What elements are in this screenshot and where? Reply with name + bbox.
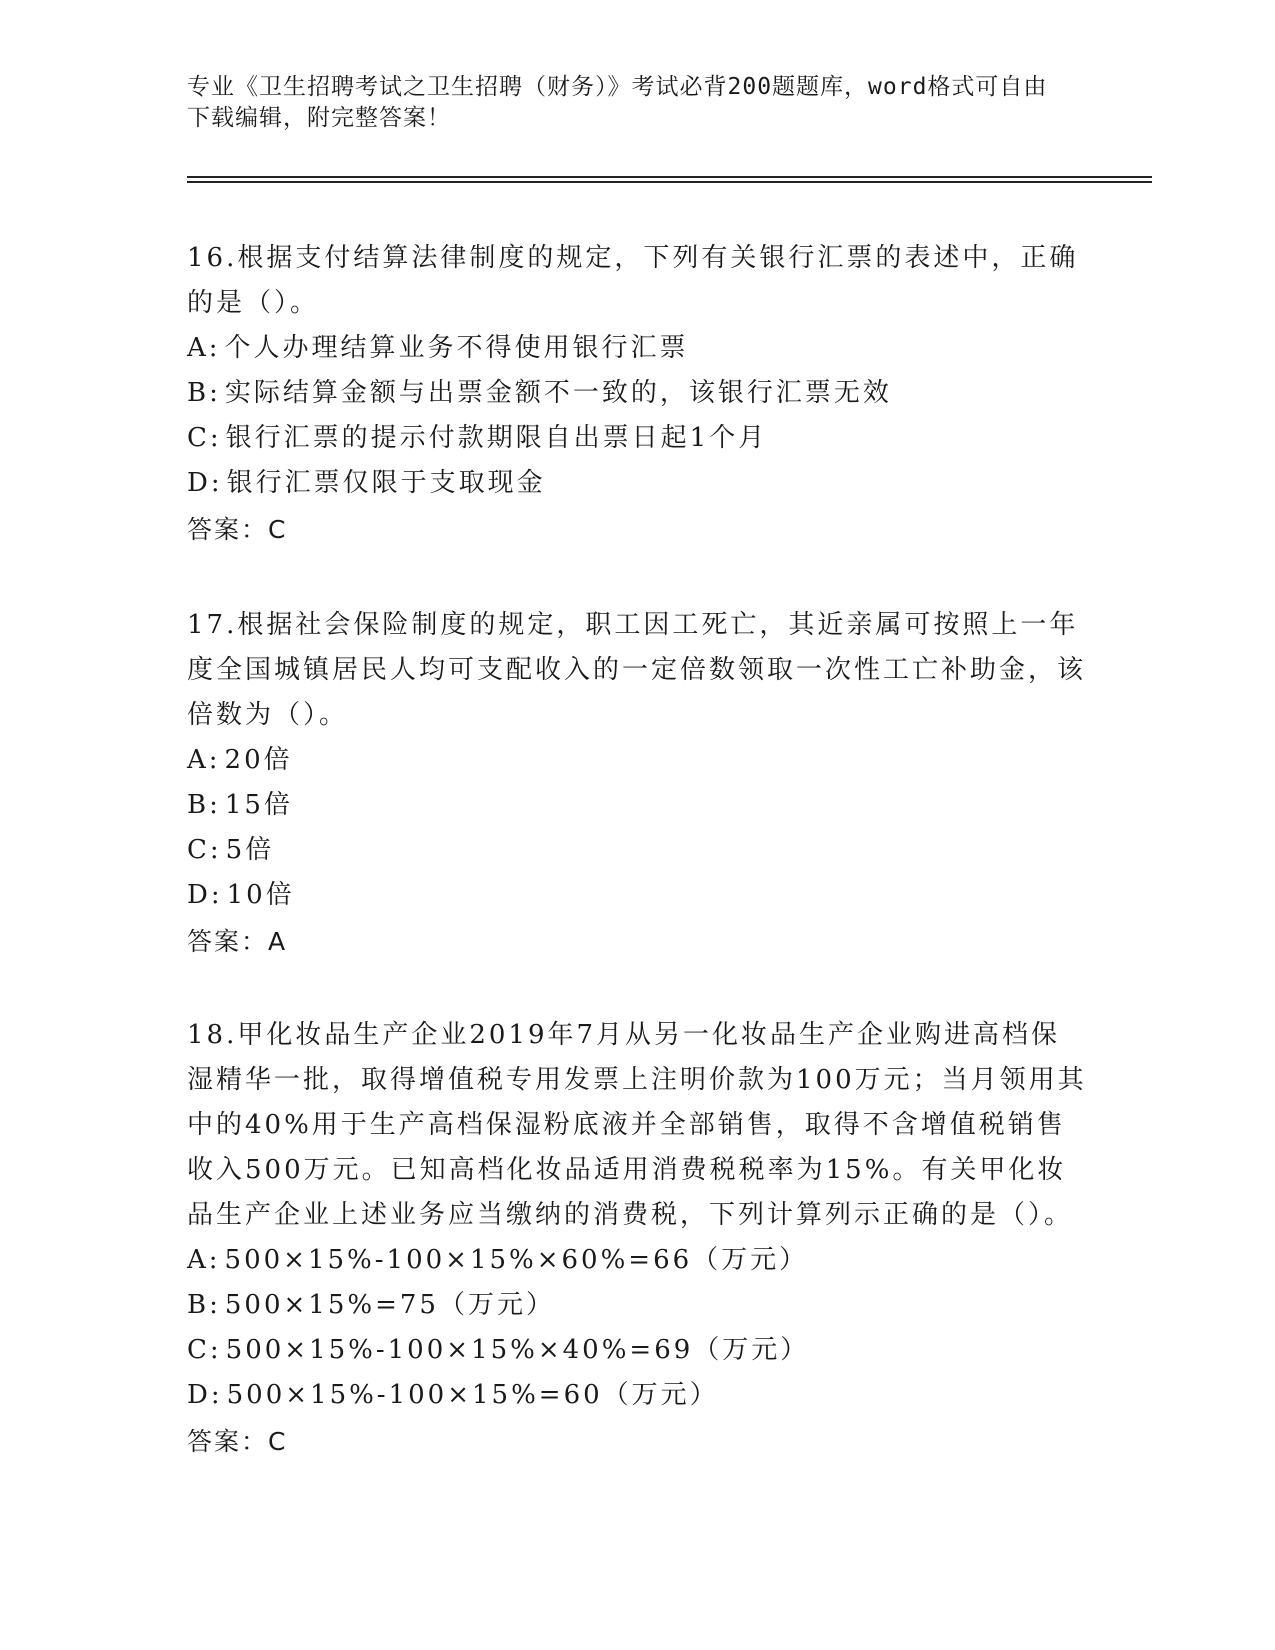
option-text: 15倍 [224, 790, 293, 820]
header-divider-top [187, 176, 1152, 178]
option-letter: C: [187, 835, 222, 865]
option-letter: D: [187, 880, 223, 910]
option-letter: D: [187, 1380, 223, 1410]
option-letter: A: [187, 745, 221, 775]
option-d [187, 461, 1087, 506]
option-letter: C: [187, 423, 222, 453]
option-text: 5倍 [225, 835, 275, 865]
question-stem: 17.根据社会保险制度的规定，职工因工死亡，其近亲属可按照上一年度全国城镇居民人均可支配收入的一定倍数领取一次性工亡补助金，该倍数为（）。 [187, 610, 1087, 730]
question-18 [187, 1013, 1087, 1465]
question-17 [187, 603, 1087, 965]
option-d [187, 873, 1087, 918]
question-stem: 16.根据支付结算法律制度的规定，下列有关银行汇票的表述中，正确的是（）。 [187, 243, 1079, 318]
option-a [187, 326, 1087, 371]
option-c [187, 828, 1087, 873]
option-text: 20倍 [224, 745, 293, 775]
question-stem: 18.甲化妆品生产企业2019年7月从另一化妆品生产企业购进高档保湿精华一批，取得增值税专用发票上注明价款为100万元；当月领用其中的40%用于生产高档保湿粉底液并全部销售，取得不含增值税销售收入500万元。已知高档化妆品适用消费税税率为15%。有关甲化妆品生产企业上述业务应当缴纳的消费税，下列计算列示正确的是（）。 [187, 1020, 1087, 1230]
option-text: 500×15%-100×15%×60%=66（万元） [224, 1245, 809, 1275]
option-text: 500×15%-100×15%=60（万元） [226, 1380, 719, 1410]
option-b [187, 371, 1087, 416]
option-letter: D: [187, 468, 223, 498]
answer-line: 答案：C [187, 1427, 288, 1456]
option-text: 10倍 [226, 880, 295, 910]
option-letter: B: [187, 790, 221, 820]
option-letter: B: [187, 1290, 221, 1320]
answer-line: 答案：C [187, 515, 288, 544]
option-c [187, 1328, 1087, 1373]
option-text: 500×15%-100×15%×40%=69（万元） [225, 1335, 810, 1365]
option-b [187, 1283, 1087, 1328]
option-text: 500×15%=75（万元） [224, 1290, 555, 1320]
option-text: 银行汇票的提示付款期限自出票日起1个月 [225, 423, 768, 453]
option-d [187, 1373, 1087, 1418]
option-text: 银行汇票仅限于支取现金 [226, 468, 546, 498]
option-letter: C: [187, 1335, 222, 1365]
option-letter: B: [187, 378, 221, 408]
option-letter: A: [187, 1245, 221, 1275]
question-16 [187, 236, 1087, 553]
option-b [187, 783, 1087, 828]
header-divider-bottom [187, 181, 1152, 183]
answer-line: 答案：A [187, 927, 288, 956]
document-header-text: 专业《卫生招聘考试之卫生招聘（财务）》考试必背200题题库，word格式可自由下载编辑，附完整答案！ [187, 74, 1048, 131]
option-a [187, 1238, 1087, 1283]
option-a [187, 738, 1087, 783]
option-text: 个人办理结算业务不得使用银行汇票 [224, 333, 689, 363]
option-text: 实际结算金额与出票金额不一致的，该银行汇票无效 [224, 378, 892, 408]
option-letter: A: [187, 333, 221, 363]
option-c [187, 416, 1087, 461]
